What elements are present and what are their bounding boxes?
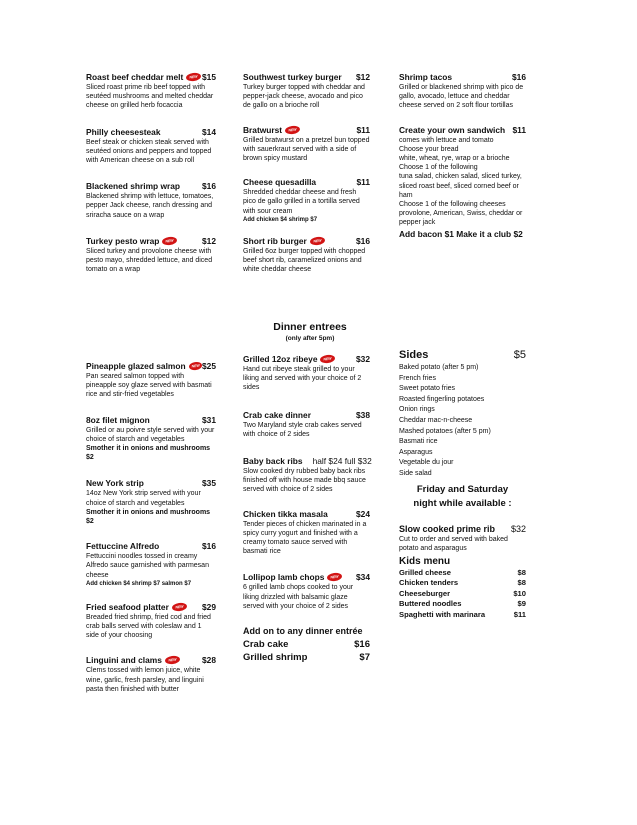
item-description: Slow cooked dry rubbed baby back ribs finished off with house made bbq sauce served with choice of 2 sides [243,468,366,494]
item-price: $24 [356,508,370,519]
item-name: Bratwurst [243,124,283,135]
kids-list [399,568,526,620]
item-name: Pineapple glazed salmon [86,361,186,371]
addon-row [243,638,370,651]
item-name: Cheese quesadilla [243,177,317,188]
kids-item-price: $11 [513,609,526,619]
new-badge-icon: NEW [320,354,336,364]
kids-item [399,610,526,620]
item-price: $11 [356,124,370,135]
item-name: Grilled 12oz ribeye [243,354,318,364]
menu-item [243,509,370,557]
sides-title: Sides [399,349,429,361]
item-footer-note: Add bacon $1 Make it a club $2 [399,228,523,239]
item-description: Fettuccini noodles tossed in creamy Alfredo sauce garnished with parmesan cheese [86,553,209,579]
menu-item [86,181,216,220]
menu-item [86,478,216,526]
item-description: Grilled bratwurst on a pretzel bun topped with sauerkraut served with a side of brown spicy mustard [243,136,370,163]
side-item: Asparagus [399,448,433,456]
item-price: $11 [512,124,526,135]
lunch-column-3 [399,72,526,239]
item-option-line: Choose your bread [399,145,459,153]
item-description: Breaded fried shrimp, fried cod and fried crab balls served with coleslaw and 1 side of your choosing [86,613,211,640]
item-price: $16 [512,72,526,82]
item-price: $25 [202,361,216,371]
kids-item-price: $9 [517,599,526,609]
dinner-column-1 [86,361,216,694]
weekend-title-line: Friday and Saturday [416,483,509,495]
side-item: Roasted fingerling potatoes [399,395,485,403]
weekend-item [399,524,526,553]
kids-item-name: Buttered noodles [399,599,462,609]
item-description: Grilled or au poivre style served with your choice of starch and vegetables [86,426,215,443]
item-price: $11 [356,177,370,188]
item-description: 6 grilled lamb chops cooked to your liking drizzled with balsamic glaze served with your choice of 2 sides [243,584,354,610]
sides-column [399,349,526,620]
item-name: Roast beef cheddar melt [86,72,184,82]
item-price: $12 [356,72,370,82]
item-description: Two Maryland style crab cakes served with choice of 2 sides [243,421,362,438]
item-description: Blackened shrimp with lettuce, tomatoes, pepper Jack cheese, ranch dressing and sriracha sauce on a wrap [86,193,214,219]
kids-item [399,589,526,599]
sides-price: $5 [513,349,526,361]
new-badge-icon: NEW [162,236,178,246]
kids-item [399,599,526,609]
item-description: Clems tossed with lemon juice, white wine, garlic, fresh parsley, and linguini pasta then finished with butter [86,667,204,693]
item-description: Grilled or blackened shrimp with pico de gallo, avocado, lettuce and cheddar cheese served on 2 soft flour tortillas [399,84,524,110]
item-price: half $24 full $32 [312,456,372,467]
lunch-column-1 [86,72,216,274]
item-price: $32 [510,523,526,534]
item-price: $29 [202,601,216,612]
dinner-section-title [240,321,380,343]
item-addon-note: Add chicken $4 shrimp $7 [243,216,318,223]
item-name: Lollipop lamb chops [243,572,325,583]
addons-title: Add on to any dinner entrée [243,626,363,637]
menu-item [243,72,370,111]
item-price: $28 [202,655,216,666]
item-description: Sliced turkey and provolone cheese with pesto mayo, shredded lettuce, and diced tomato on a wrap [86,247,213,274]
item-option-line: provolone, American, Swiss, cheddar or pepper jack [399,210,523,227]
menu-item [86,415,216,463]
item-option-line: white, wheat, rye, wrap or a brioche [399,155,510,163]
menu-item [86,361,216,400]
item-price: $16 [202,181,216,192]
side-item: Vegetable du jour [399,459,454,467]
new-badge-icon: NEW [164,655,180,665]
item-option-note: Smother it in onions and mushrooms $2 [86,508,211,526]
item-description: Sliced roast prime rib beef topped with seutéed mushrooms and melted cheddar cheese on grilled herb focaccia [86,84,214,110]
item-name: Slow cooked prime rib [399,523,496,534]
item-name: Create your own sandwich [399,124,506,135]
item-option-line: tuna salad, chicken salad, sliced turkey, sliced roast beef, sliced corned beef or ham [399,173,522,199]
menu-item [243,456,370,495]
menu-item [243,125,370,164]
kids-item-price: $8 [517,578,526,588]
item-option-line: Choose 1 of the following cheeses [399,201,506,209]
menu-item [243,410,370,439]
item-description: Hand cut ribeye steak grilled to your liking and served with your choice of 2 sides [243,366,362,392]
item-name: Blackened shrimp wrap [86,181,181,192]
item-price: $16 [356,235,370,246]
item-name: Philly cheesesteak [86,126,161,137]
item-description: Turkey burger topped with cheddar and pepper-jack cheese, avocado and pico de gallo on a brioche roll [243,84,365,110]
menu-item [243,572,370,611]
new-badge-icon: NEW [309,236,325,246]
item-description: 14oz New York strip served with your choice of starch and vegetables [86,490,201,507]
side-item: Cheddar mac-n-cheese [399,416,473,424]
dinner-column-2 [243,354,370,664]
addon-name: Crab cake [243,639,289,651]
item-name: Southwest turkey burger [243,72,342,82]
side-item: French fries [399,374,436,382]
menu-item [86,541,216,588]
item-name: 8oz filet mignon [86,414,150,425]
item-description: Beef steak or chicken steak served with seutéed onions and peppers and topped with American cheese on a sub roll [86,138,212,165]
kids-title: Kids menu [399,555,451,567]
menu-item [399,125,526,239]
new-badge-icon: NEW [171,602,187,612]
addon-row [243,651,370,664]
item-description: Shredded cheddar cheese and fresh pico de gallo grilled in a tortilla served with sour cream [243,189,360,215]
dinner-title: Dinner entrees [273,321,347,333]
item-description: Pan seared salmon topped with pineapple soy glaze served with basmati rice and stir-fried vegetables [86,373,212,399]
item-option-note: Smother it in onions and mushrooms $2 [86,445,211,462]
menu-item [243,354,370,393]
menu-item [86,127,216,166]
lunch-column-2 [243,72,370,274]
item-name: Turkey pesto wrap [86,235,160,246]
item-price: $38 [356,409,370,420]
kids-item [399,568,526,578]
kids-item-price: $10 [513,588,526,598]
menu-item [243,177,370,224]
addon-price: $7 [359,652,370,664]
item-name: Chicken tikka masala [243,508,328,519]
item-price: $34 [356,572,370,583]
addon-price: $16 [354,639,370,651]
item-price: $12 [202,235,216,246]
item-name: Crab cake dinner [243,409,311,420]
item-description: Cut to order and served with baked potato and asparagus [399,535,508,552]
item-price: $16 [202,541,216,552]
side-item: Onion rings [399,406,435,414]
item-addon-note: Add chicken $4 shrimp $7 salmon $7 [86,580,192,587]
kids-item-name: Grilled cheese [399,567,451,577]
side-item: Basmati rice [399,438,438,446]
item-price: $14 [202,126,216,137]
kids-item [399,578,526,588]
menu-item [243,236,370,275]
item-name: Fettuccine Alfredo [86,541,160,552]
weekend-title-line: night while available : [413,497,512,509]
item-price: $31 [202,414,216,425]
item-price: $35 [202,478,216,489]
kids-item-price: $8 [517,567,526,577]
item-option-line: comes with lettuce and tomato [399,136,494,144]
menu-item [86,602,216,641]
kids-item-name: Cheeseburger [399,588,451,598]
dinner-subtitle: (only after 5pm) [285,335,335,342]
kids-item-name: Spaghetti with marinara [399,609,486,619]
menu-item [86,236,216,275]
item-description: Grilled 6oz burger topped with chopped beef short rib, caramelized onions and white cheddar cheese [243,247,366,274]
item-name: Short rib burger [243,235,307,246]
kids-item-name: Chicken tenders [399,578,459,588]
item-option-line: Choose 1 of the following [399,164,478,172]
item-price: $32 [356,354,370,364]
item-price: $15 [202,72,216,82]
addons-block [243,625,370,664]
item-name: Baby back ribs [243,456,303,467]
addon-name: Grilled shrimp [243,652,308,664]
side-item: Mashed potatoes (after 5 pm) [399,427,491,435]
weekend-title [399,483,526,511]
new-badge-icon: NEW [327,572,343,582]
new-badge-icon: NEW [186,72,202,82]
item-name: Shrimp tacos [399,72,453,82]
menu-item [86,655,216,694]
new-badge-icon: NEW [285,125,301,135]
new-badge-icon: NEW [188,361,202,371]
sides-list [399,363,526,480]
side-item: Side salad [399,469,432,477]
item-description: Tender pieces of chicken marinated in a spicy curry yogurt and finished with a creamy tomato sauce served with basmati rice [243,520,367,556]
side-item: Baked potato (after 5 pm) [399,364,479,371]
item-name: Linguini and clams [86,655,162,666]
sides-header [399,349,526,361]
item-name: Fried seafood platter [86,601,169,612]
menu-item [399,72,526,111]
menu-item [86,72,216,111]
item-name: New York strip [86,478,144,489]
side-item: Sweet potato fries [399,385,456,393]
